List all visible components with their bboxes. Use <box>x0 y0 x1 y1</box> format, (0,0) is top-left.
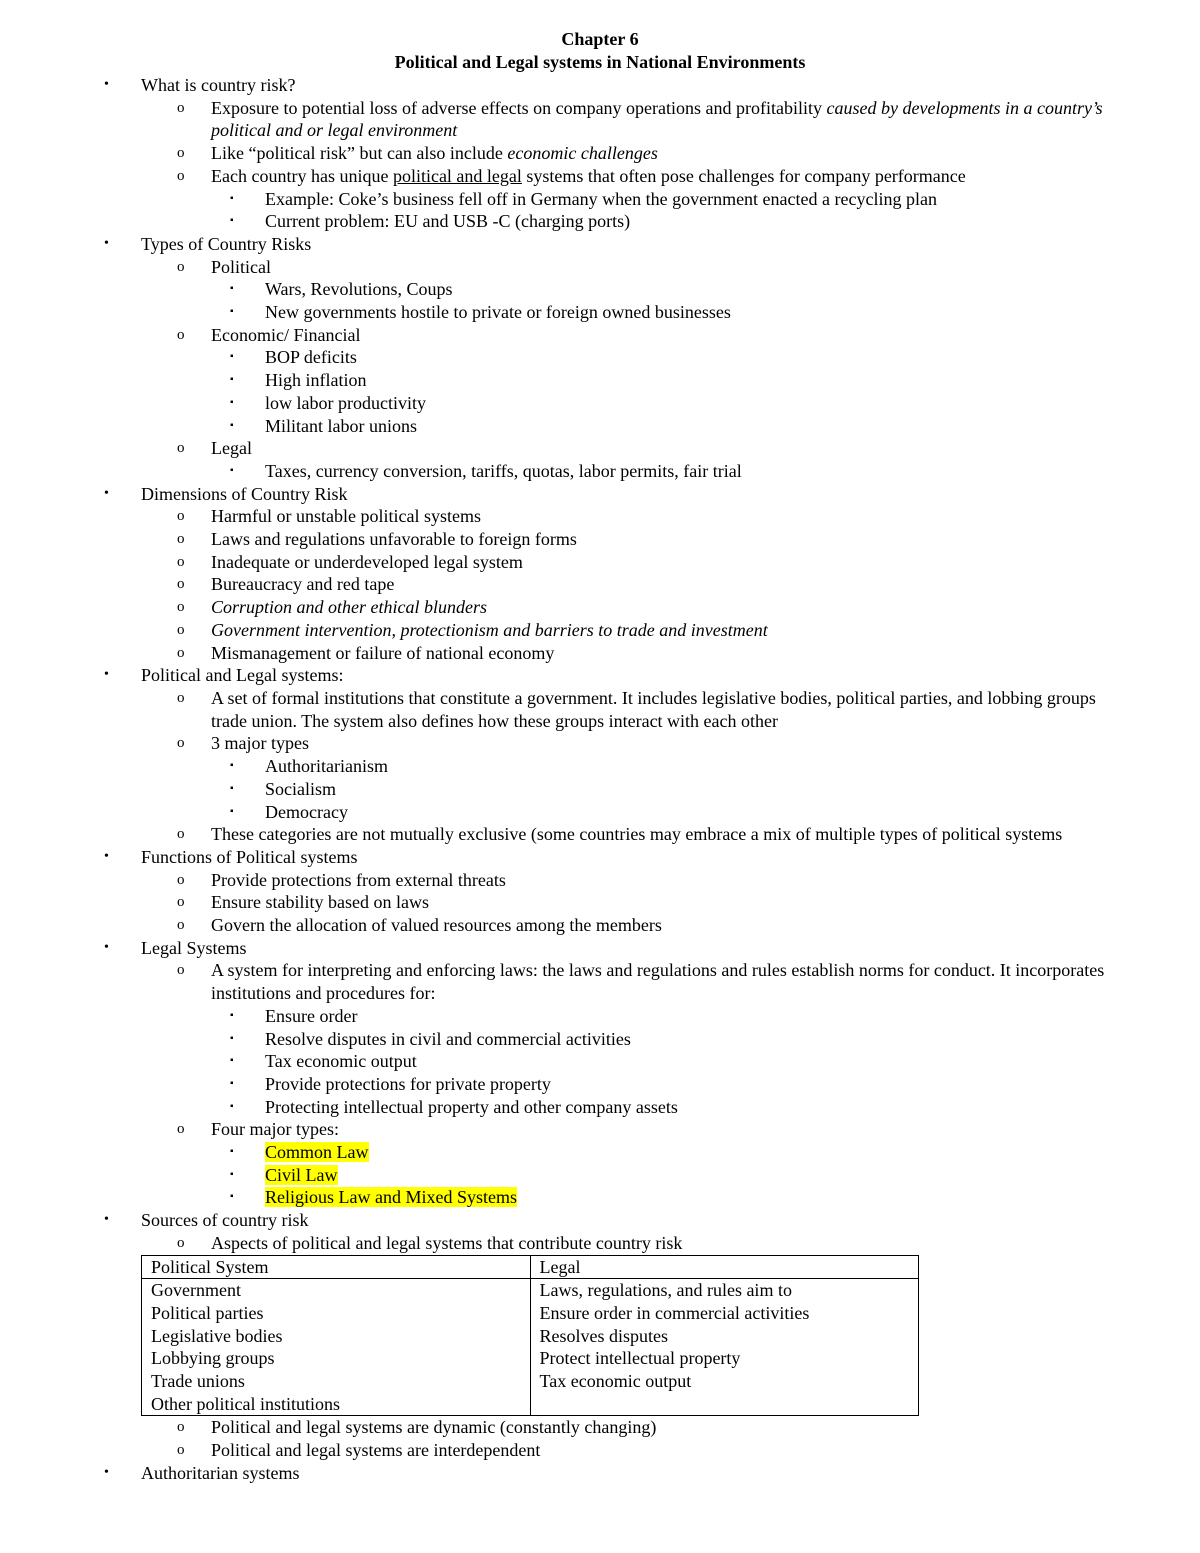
list-item-text: Like “political risk” but can also include economic challenges <box>211 143 658 164</box>
circle-bullet-icon: o <box>177 508 185 525</box>
circle-bullet-icon: o <box>177 894 185 911</box>
list-item-text: Democracy <box>265 801 348 822</box>
list-item-text: Govern the allocation of valued resources among the members <box>211 915 662 936</box>
bullet-icon: • <box>104 77 109 92</box>
list-item-level-2 <box>0 256 1200 279</box>
circle-bullet-icon: o <box>177 735 185 752</box>
sources-table <box>141 1255 919 1417</box>
list-item-text: A set of formal institutions that constitute a government. It includes legislative bodies, political parties, and lobbing groups trade union. The system also defines how these groups interact with each other <box>211 687 1096 731</box>
list-item-text: A system for interpreting and enforcing laws: the laws and regulations and rules establish norms for conduct. It incorporates institutions and procedures for: <box>211 960 1105 1004</box>
table-cell-line: Government <box>151 1280 241 1301</box>
circle-bullet-icon: o <box>177 99 185 116</box>
square-bullet-icon: ▪ <box>230 782 234 794</box>
table-cell-legal <box>530 1279 919 1416</box>
circle-bullet-icon: o <box>177 917 185 934</box>
circle-bullet-icon: o <box>177 576 185 593</box>
table-header-legal: Legal <box>530 1255 919 1279</box>
list-item-text: Exposure to potential loss of adverse effects on company operations and profitability caused by developments in a country’s political and or legal environment <box>211 97 1103 141</box>
list-item-level-2 <box>0 142 1200 165</box>
list-item-level-2 <box>0 97 1200 142</box>
circle-bullet-icon: o <box>177 826 185 843</box>
list-item-text: Aspects of political and legal systems that contribute country risk <box>211 1232 683 1253</box>
circle-bullet-icon: o <box>177 1419 185 1436</box>
list-item-level-3 <box>0 278 1200 301</box>
list-item-text: Common Law <box>265 1142 369 1163</box>
list-item-level-3 <box>0 801 1200 824</box>
list-item-level-2 <box>0 437 1200 460</box>
list-item-level-1 <box>0 1209 1200 1232</box>
bullet-icon: • <box>104 1212 109 1228</box>
square-bullet-icon: ▪ <box>230 1032 234 1044</box>
list-item-text: Civil Law <box>265 1164 338 1185</box>
list-item-text: Political and legal systems are dynamic (constantly changing) <box>211 1417 657 1438</box>
list-item-text: Authoritarianism <box>265 756 388 777</box>
list-item-level-2 <box>0 869 1200 892</box>
list-item-level-3 <box>0 778 1200 801</box>
list-item-level-3 <box>0 1005 1200 1028</box>
list-item-level-3 <box>0 1073 1200 1096</box>
list-item-text: Types of Country Risks <box>141 233 312 254</box>
square-bullet-icon: ▪ <box>230 1009 234 1021</box>
table-cell-line: Laws, regulations, and rules aim to <box>539 1280 792 1301</box>
list-item-level-1 <box>0 483 1200 506</box>
list-item-text: Religious Law and Mixed Systems <box>265 1187 517 1208</box>
square-bullet-icon: ▪ <box>230 464 234 476</box>
circle-bullet-icon: o <box>177 871 185 888</box>
list-item-level-3 <box>0 460 1200 483</box>
list-item-text: Provide protections for private property <box>265 1073 551 1094</box>
circle-bullet-icon: o <box>177 440 185 457</box>
list-item-level-2 <box>0 324 1200 347</box>
list-item-level-2 <box>0 505 1200 528</box>
square-bullet-icon: ▪ <box>230 306 234 318</box>
list-item-level-3 <box>0 1096 1200 1119</box>
list-item-level-2 <box>0 551 1200 574</box>
square-bullet-icon: ▪ <box>230 760 234 772</box>
list-item-text: Ensure stability based on laws <box>211 892 429 913</box>
square-bullet-icon: ▪ <box>230 374 234 386</box>
list-item-text: Provide protections from external threats <box>211 869 506 890</box>
square-bullet-icon: ▪ <box>230 1055 234 1067</box>
list-item-level-2 <box>0 642 1200 665</box>
list-item-level-3 <box>0 1186 1200 1209</box>
list-item-level-2 <box>0 1439 1200 1462</box>
list-item-text: Four major types: <box>211 1119 339 1140</box>
circle-bullet-icon: o <box>177 599 185 616</box>
list-item-level-2 <box>0 165 1200 188</box>
square-bullet-icon: ▪ <box>230 1100 234 1112</box>
list-item-level-3 <box>0 1028 1200 1051</box>
list-item-level-1 <box>0 937 1200 960</box>
list-item-level-3 <box>0 210 1200 233</box>
table-cell-line: Political parties <box>151 1302 264 1323</box>
table-cell-line: Protect intellectual property <box>539 1348 741 1369</box>
circle-bullet-icon: o <box>177 1442 185 1459</box>
table-header-row <box>142 1255 919 1279</box>
list-item-text: What is country risk? <box>141 75 296 95</box>
list-item-text: low labor productivity <box>265 392 426 413</box>
list-item-text: Taxes, currency conversion, tariffs, quotas, labor permits, fair trial <box>265 460 742 481</box>
list-item-level-2 <box>0 891 1200 914</box>
list-item-text: Legal <box>211 438 252 459</box>
circle-bullet-icon: o <box>177 644 185 661</box>
circle-bullet-icon: o <box>177 258 185 275</box>
list-item-level-2 <box>0 914 1200 937</box>
list-item-level-2 <box>0 823 1200 846</box>
list-item-text: Mismanagement or failure of national economy <box>211 642 555 663</box>
square-bullet-icon: ▪ <box>230 805 234 817</box>
list-item-level-3 <box>0 1141 1200 1164</box>
list-item-text: Wars, Revolutions, Coups <box>265 279 453 300</box>
list-item-level-2 <box>0 596 1200 619</box>
table-cell-line: Trade unions <box>151 1371 245 1392</box>
square-bullet-icon: ▪ <box>230 1168 234 1180</box>
list-item-text: Current problem: EU and USB -C (charging ports) <box>265 211 631 232</box>
list-item-level-2 <box>0 1416 1200 1439</box>
table-body-row <box>142 1279 919 1416</box>
table-cell-line: Tax economic output <box>539 1371 692 1392</box>
list-item-text: Example: Coke’s business fell off in Germany when the government enacted a recycling plan <box>265 188 937 209</box>
square-bullet-icon: ▪ <box>230 1191 234 1203</box>
table-cell-political <box>142 1279 531 1416</box>
circle-bullet-icon: o <box>177 689 185 706</box>
list-item-text: Authoritarian systems <box>141 1462 300 1483</box>
circle-bullet-icon: o <box>177 621 185 638</box>
list-item-text: Functions of Political systems <box>141 846 358 867</box>
table-cell-line: Other political institutions <box>151 1393 340 1414</box>
list-item-text: These categories are not mutually exclusive (some countries may embrace a mix of multiple types of political systems <box>211 824 1063 845</box>
list-item-text: Government intervention, protectionism and barriers to trade and investment <box>211 619 768 640</box>
list-item-text: Laws and regulations unfavorable to foreign forms <box>211 529 577 550</box>
square-bullet-icon: ▪ <box>230 351 234 363</box>
list-item-level-2 <box>0 573 1200 596</box>
list-item-level-2 <box>0 687 1200 732</box>
list-item-level-2 <box>0 959 1200 1004</box>
list-item-level-3 <box>0 755 1200 778</box>
list-item-level-3 <box>0 301 1200 324</box>
list-item-text: Bureaucracy and red tape <box>211 574 395 595</box>
list-item-level-3 <box>0 369 1200 392</box>
bullet-icon: • <box>104 235 109 251</box>
list-item-level-1 <box>0 1462 1200 1485</box>
list-item-level-2 <box>0 528 1200 551</box>
square-bullet-icon: ▪ <box>230 192 234 204</box>
outline-list <box>0 74 1200 1255</box>
circle-bullet-icon: o <box>177 326 185 343</box>
bullet-icon: • <box>104 1464 109 1480</box>
square-bullet-icon: ▪ <box>230 215 234 227</box>
bullet-icon: • <box>104 939 109 955</box>
circle-bullet-icon: o <box>177 145 185 162</box>
chapter-heading: Chapter 6 <box>561 29 639 49</box>
list-item-level-2 <box>0 619 1200 642</box>
square-bullet-icon: ▪ <box>230 419 234 431</box>
list-item-level-3 <box>0 392 1200 415</box>
table-cell-line: Ensure order in commercial activities <box>539 1302 810 1323</box>
list-item-text: Sources of country risk <box>141 1210 309 1231</box>
list-item-text: New governments hostile to private or foreign owned businesses <box>265 302 731 323</box>
list-item-level-1 <box>0 664 1200 687</box>
square-bullet-icon: ▪ <box>230 283 234 295</box>
list-item-text: Resolve disputes in civil and commercial activities <box>265 1028 631 1049</box>
list-item-level-3 <box>0 1050 1200 1073</box>
outline-list-continued <box>0 1416 1200 1484</box>
list-item-text: Political and legal systems are interdependent <box>211 1440 541 1461</box>
list-item-text: Tax economic output <box>265 1051 417 1072</box>
list-item-text: 3 major types <box>211 733 309 754</box>
list-item-level-1 <box>0 846 1200 869</box>
list-item-level-2 <box>0 732 1200 755</box>
list-item-text: Protecting intellectual property and other company assets <box>265 1096 678 1117</box>
circle-bullet-icon: o <box>177 962 185 979</box>
list-item-text: Ensure order <box>265 1005 358 1026</box>
circle-bullet-icon: o <box>177 553 185 570</box>
list-item-text: Legal Systems <box>141 937 247 958</box>
document <box>0 28 1200 1485</box>
list-item-text: Militant labor unions <box>265 415 417 436</box>
list-item-level-2 <box>0 1118 1200 1141</box>
square-bullet-icon: ▪ <box>230 1077 234 1089</box>
square-bullet-icon: ▪ <box>230 396 234 408</box>
list-item-text: Economic/ Financial <box>211 324 361 345</box>
list-item-text: Political and Legal systems: <box>141 665 344 686</box>
list-item-level-1 <box>0 74 1200 97</box>
table-cell-line: Resolves disputes <box>539 1325 668 1346</box>
list-item-text: BOP deficits <box>265 347 357 368</box>
bullet-icon: • <box>104 848 109 864</box>
list-item-text: Harmful or unstable political systems <box>211 506 481 527</box>
list-item-level-3 <box>0 415 1200 438</box>
list-item-level-3 <box>0 188 1200 211</box>
list-item-level-2 <box>0 1232 1200 1255</box>
list-item-text: Inadequate or underdeveloped legal system <box>211 551 523 572</box>
list-item-text: Dimensions of Country Risk <box>141 483 348 504</box>
list-item-text: Socialism <box>265 778 336 799</box>
document-title: Political and Legal systems in National Environments <box>394 52 806 72</box>
bullet-icon: • <box>104 485 109 501</box>
list-item-text: High inflation <box>265 370 367 391</box>
circle-bullet-icon: o <box>177 531 185 548</box>
circle-bullet-icon: o <box>177 1234 185 1251</box>
list-item-text: Political <box>211 256 271 277</box>
list-item-level-3 <box>0 346 1200 369</box>
circle-bullet-icon: o <box>177 167 185 184</box>
list-item-level-1 <box>0 233 1200 256</box>
table-cell-line: Lobbying groups <box>151 1348 275 1369</box>
table-cell-line: Legislative bodies <box>151 1325 283 1346</box>
circle-bullet-icon: o <box>177 1121 185 1138</box>
list-item-text: Each country has unique political and legal systems that often pose challenges for company performance <box>211 165 966 186</box>
square-bullet-icon: ▪ <box>230 1146 234 1158</box>
list-item-level-3 <box>0 1164 1200 1187</box>
table-header-political: Political System <box>142 1255 531 1279</box>
bullet-icon: • <box>104 667 109 683</box>
list-item-text: Corruption and other ethical blunders <box>211 597 487 618</box>
